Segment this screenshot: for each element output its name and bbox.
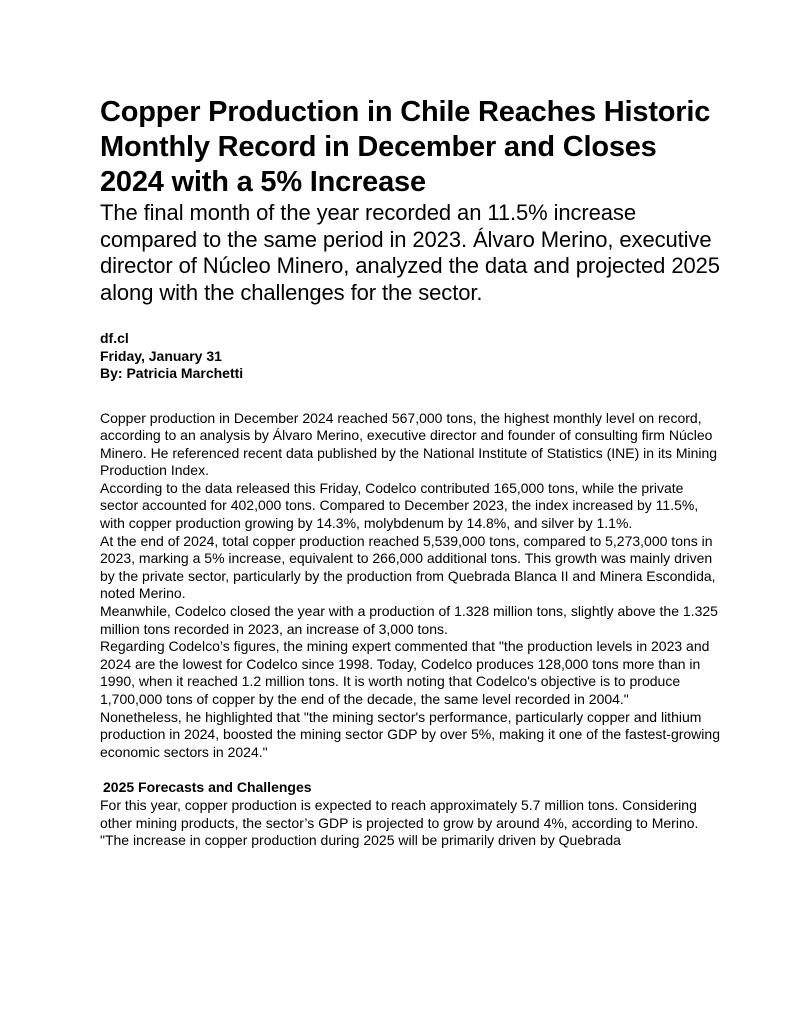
article-meta xyxy=(100,330,720,383)
paragraph: Copper production in December 2024 reached 567,000 tons, the highest monthly level on record, according to an analysis by Álvaro Merino, executive director and founder of consulting firm Núcleo Minero. He referenced recent data published by the National Institute of Statistics (INE) in its Mining Production Index. xyxy=(100,409,718,479)
paragraph: At the end of 2024, total copper production reached 5,539,000 tons, compared to 5,273,000 tons in 2023, marking a 5% increase, equivalent to 266,000 additional tons. This growth was mainly driven by the private sector, particularly by the production from Quebrada Blanca II and Minera Escondida, noted Merino. xyxy=(100,532,716,602)
section-heading: 2025 Forecasts and Challenges xyxy=(103,779,312,796)
paragraph: Nonetheless, he highlighted that "the mining sector's performance, particularly copper and lithium production in 2024, boosted the mining sector GDP by over 5%, making it one of the fastest-growing economic sectors in 2024." xyxy=(100,708,720,760)
paragraph: "The increase in copper production during 2025 will be primarily driven by Quebrada xyxy=(100,832,621,849)
article-body xyxy=(100,410,720,850)
paragraph: For this year, copper production is expected to reach approximately 5.7 million tons. Considering other mining products, the sector’s GDP is projected to grow by around 4%, according to Merino. xyxy=(100,796,699,831)
paragraph: According to the data released this Friday, Codelco contributed 165,000 tons, while the private sector accounted for 402,000 tons. Compared to December 2023, the index increased by 11.5%, with copper production growing by 14.3%, molybdenum by 14.8%, and silver by 1.1%. xyxy=(100,479,699,532)
byline: By: Patricia Marchetti xyxy=(100,365,244,381)
article xyxy=(100,95,720,850)
headline: Copper Production in Chile Reaches Historic Monthly Record in December and Closes 2024 with a 5% Increase xyxy=(100,96,711,198)
subheadline: The final month of the year recorded an 11.5% increase compared to the same period in 2023. Álvaro Merino, executive director of Núcleo Minero, analyzed the data and projected 2025 along with the challenges for the sector. xyxy=(100,200,720,305)
source: df.cl xyxy=(100,330,129,346)
paragraph: Regarding Codelco’s figures, the mining expert commented that "the production levels in 2023 and 2024 are the lowest for Codelco since 1998. Today, Codelco produces 128,000 tons more than in 1990, when it reached 1.2 million tons. It is worth noting that Codelco's objective is to produce 1,700,000 tons of copper by the end of the decade, the same level recorded in 2004." xyxy=(100,638,710,707)
paragraph: Meanwhile, Codelco closed the year with a production of 1.328 million tons, slightly above the 1.325 million tons recorded in 2023, an increase of 3,000 tons. xyxy=(100,603,718,637)
date: Friday, January 31 xyxy=(100,347,222,364)
